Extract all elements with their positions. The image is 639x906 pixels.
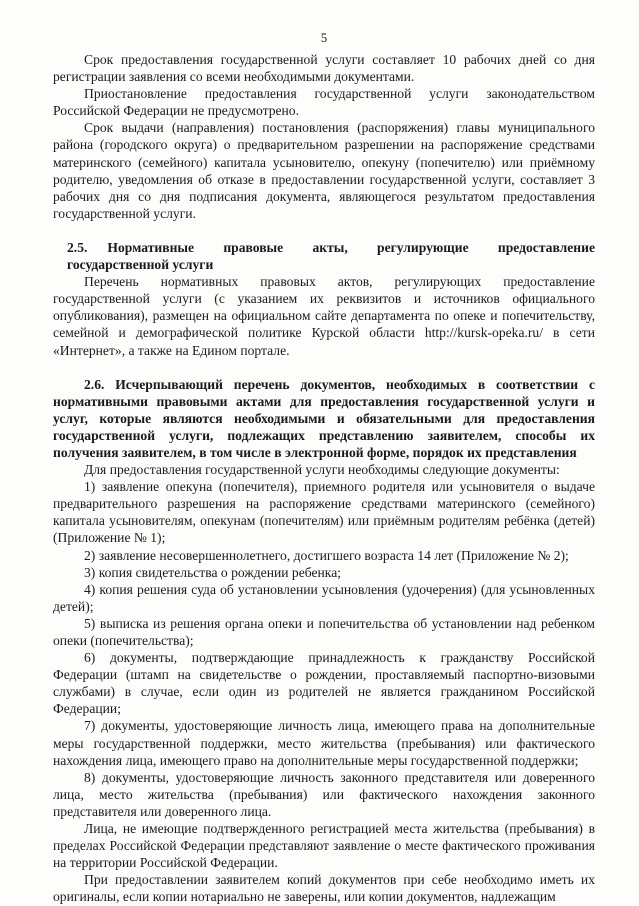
note-registration: Лица, не имеющие подтвержденного регистрацией места жительства (пребывания) в пределах Российской Федерации представляют заявление о месте фактического проживания на территории Российской Федерации. [53,821,595,871]
page-number: 5 [320,31,328,45]
list-item: 6) документы, подтверждающие принадлежность к гражданству Российской Федерации (штамп на свидетельстве о рождении, проставляемый паспортно-визовыми службами) в случае, если один из родителей не является гражданином Российской Федерации; [53,650,595,717]
list-item: 5) выписка из решения органа опеки и попечительства об установлении над ребенком опеки (попечительства); [53,615,595,648]
list-item: 1) заявление опекуна (попечителя), приемного родителя или усыновителя о выдаче предварительного разрешения на распоряжение средствами материнского (семейного) капитала усыновителям, опекунам (попечителям) или приёмным родителям ребёнка (детей) (Приложение № 1); [53,479,595,546]
spacer [53,222,595,239]
paragraph-suspension: Приостановление предоставления государственной услуги законодательством Российской Федерации не предусмотрено. [53,86,595,119]
section-2-5-heading [53,239,595,273]
section-2-6-heading [53,376,595,461]
note-copies: При предоставлении заявителем копий документов при себе необходимо иметь их оригиналы, если копии нотариально не заверены, или копии документов, надлежащим [53,872,595,905]
list-item: 2) заявление несовершеннолетнего, достигшего возраста 14 лет (Приложение № 2); [84,547,569,563]
list-item: 7) документы, удостоверяющие личность лица, имеющего права на дополнительные меры государственной поддержки, место жительства (пребывания) или фактического нахождения лица, имеющего право на дополнительные меры государственной поддержки; [53,718,595,768]
section-2-6-number: 2.6. [84,376,105,392]
section-2-5-title: Нормативные правовые акты, регулирующие предоставление государственной услуги [67,239,595,273]
section-2-5-number: 2.5. [67,239,88,255]
paragraph-service-term: Срок предоставления государственной услуги составляет 10 рабочих дней со дня регистрации заявления со всеми необходимыми документами. [53,52,595,85]
spacer [53,359,595,376]
section-2-5-text: Перечень нормативных правовых актов, регулирующих предоставление государственной услуги (с указанием их реквизитов и источников официального опубликования), размещен на официальном сайте департамента по опеке и попечительству, семейной и демографической политике Курской области http://kursk-opeka.ru/ в сети «Интернет», а также на Едином портале. [53,274,595,358]
list-item: 4) копия решения суда об установлении усыновления (удочерения) (для усыновленных детей); [53,581,595,614]
list-item: 8) документы, удостоверяющие личность законного представителя или доверенного лица, место жительства (пребывания) или фактического нахождения законного представителя или доверенного лица. [53,769,595,819]
section-2-6-title: Исчерпывающий перечень документов, необходимых в соответствии с нормативными правовыми актами для предоставления государственной услуги и услуг, которые являются необходимыми и обязательными для предоставления государственной услуги, подлежащих представлению заявителем, способы их получения заявителем, в том числе в электронной форме, порядок их представления [53,376,595,460]
paragraph-issue-term: Срок выдачи (направления) постановления (распоряжения) главы муниципального района (городского округа) о предварительном разрешении на распоряжение средствами материнского (семейного) капитала усыновителю, опекуну (попечителю) или приёмному родителю, уведомления об отказе в предоставлении государственной услуги, составляет 3 рабочих дня со дня подписания документа, являющегося результатом предоставления государственной услуги. [53,120,595,221]
section-2-6-intro: Для предоставления государственной услуги необходимы следующие документы: [84,462,560,478]
list-item: 3) копия свидетельства о рождении ребенка; [84,564,342,580]
